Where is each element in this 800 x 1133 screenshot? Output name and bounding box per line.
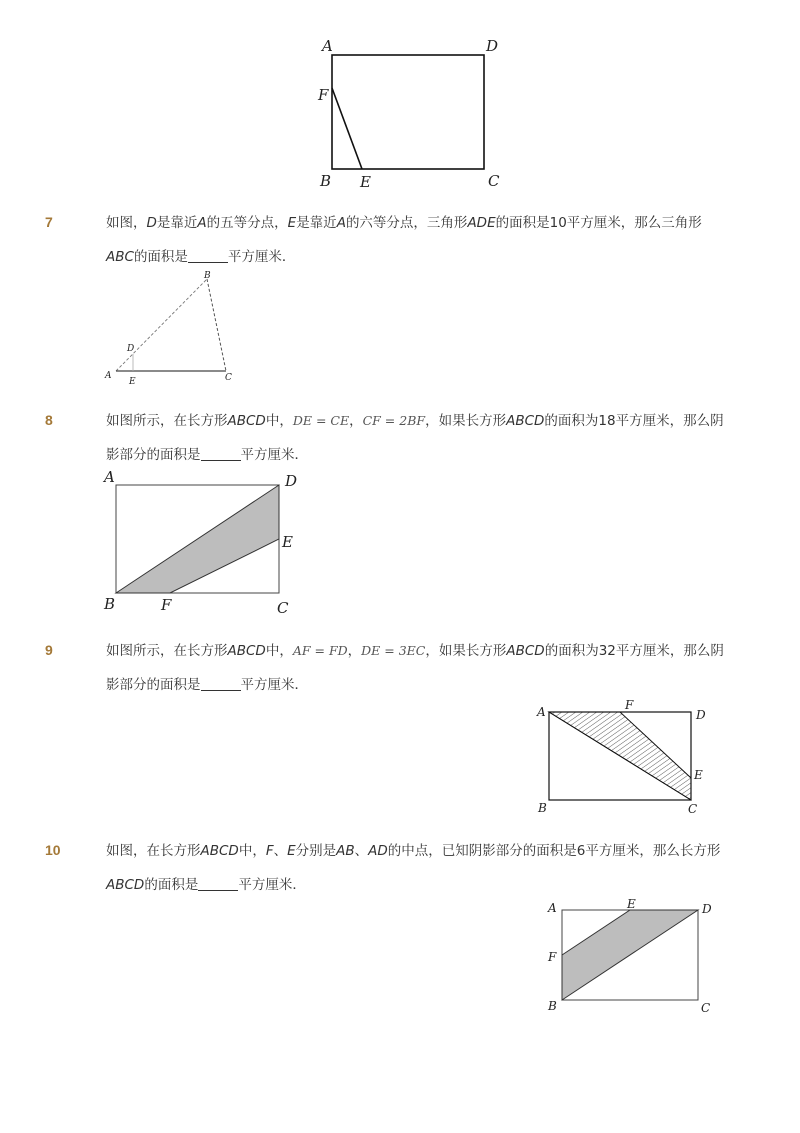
label-c: C [225, 373, 232, 383]
label-a: A [537, 705, 546, 719]
question-number-7: 7 [45, 214, 53, 230]
label-e: E [627, 897, 636, 911]
rectangle-abcd [332, 55, 484, 169]
label-d: D [127, 344, 135, 354]
label-d: D [696, 708, 706, 722]
answer-blank[interactable] [198, 876, 238, 891]
segment-bc [207, 279, 226, 371]
label-f: F [318, 86, 329, 104]
label-a: A [548, 901, 557, 915]
figure-q7-triangle [100, 268, 250, 388]
label-c: C [277, 599, 289, 617]
question-text-8: 如图所示，在长方形ABCD中，DE = CE，CF = 2BF，如果长方形ABCD的面积为18平方厘米，那么阴影部分的面积是 平方厘米． [106, 413, 724, 463]
label-f: F [548, 950, 557, 964]
question-number-8: 8 [45, 412, 53, 428]
label-c: C [488, 172, 500, 190]
label-f: F [161, 596, 172, 614]
label-b: B [320, 172, 332, 190]
figure-top-rectangle [310, 30, 510, 195]
label-b: B [104, 595, 116, 613]
answer-blank[interactable] [201, 676, 241, 691]
question-text-7: 如图，D是靠近A的五等分点，E是靠近A的六等分点，三角形ADE的面积是10平方厘米，那么三角形ABC的面积是 平方厘米． [106, 215, 702, 265]
label-a: A [105, 371, 112, 381]
label-b: B [204, 271, 211, 281]
figure-q10-rectangle [540, 892, 730, 1022]
label-c: C [701, 1001, 711, 1015]
label-e: E [282, 533, 293, 551]
question-text-10: 如图，在长方形ABCD中，F、E分别是AB、AD的中点，已知阴影部分的面积是6平方厘米，那么长方形ABCD的面积是 平方厘米． [106, 843, 721, 893]
answer-blank[interactable] [201, 446, 241, 461]
label-a: A [104, 468, 115, 486]
segment-fe [332, 88, 362, 169]
figure-q9-rectangle [530, 695, 730, 820]
question-number-9: 9 [45, 642, 53, 658]
label-b: B [548, 999, 557, 1013]
label-d: D [285, 472, 298, 490]
question-text-9: 如图所示，在长方形ABCD中，AF = FD，DE = 3EC，如果长方形ABCD的面积为32平方厘米，那么阴影部分的面积是 平方厘米． [106, 643, 724, 693]
label-a: A [322, 37, 333, 55]
label-b: B [538, 801, 547, 815]
segment-ab [116, 279, 207, 371]
label-f: F [625, 698, 634, 712]
label-e: E [694, 768, 703, 782]
label-e: E [360, 173, 371, 191]
question-number-10: 10 [45, 842, 61, 858]
label-d: D [702, 902, 712, 916]
label-d: D [486, 37, 499, 55]
label-e: E [129, 377, 136, 387]
shaded-region [116, 485, 279, 593]
shaded-region [562, 910, 698, 1000]
label-c: C [688, 802, 698, 816]
figure-q8-rectangle [100, 466, 330, 618]
answer-blank[interactable] [188, 248, 228, 263]
